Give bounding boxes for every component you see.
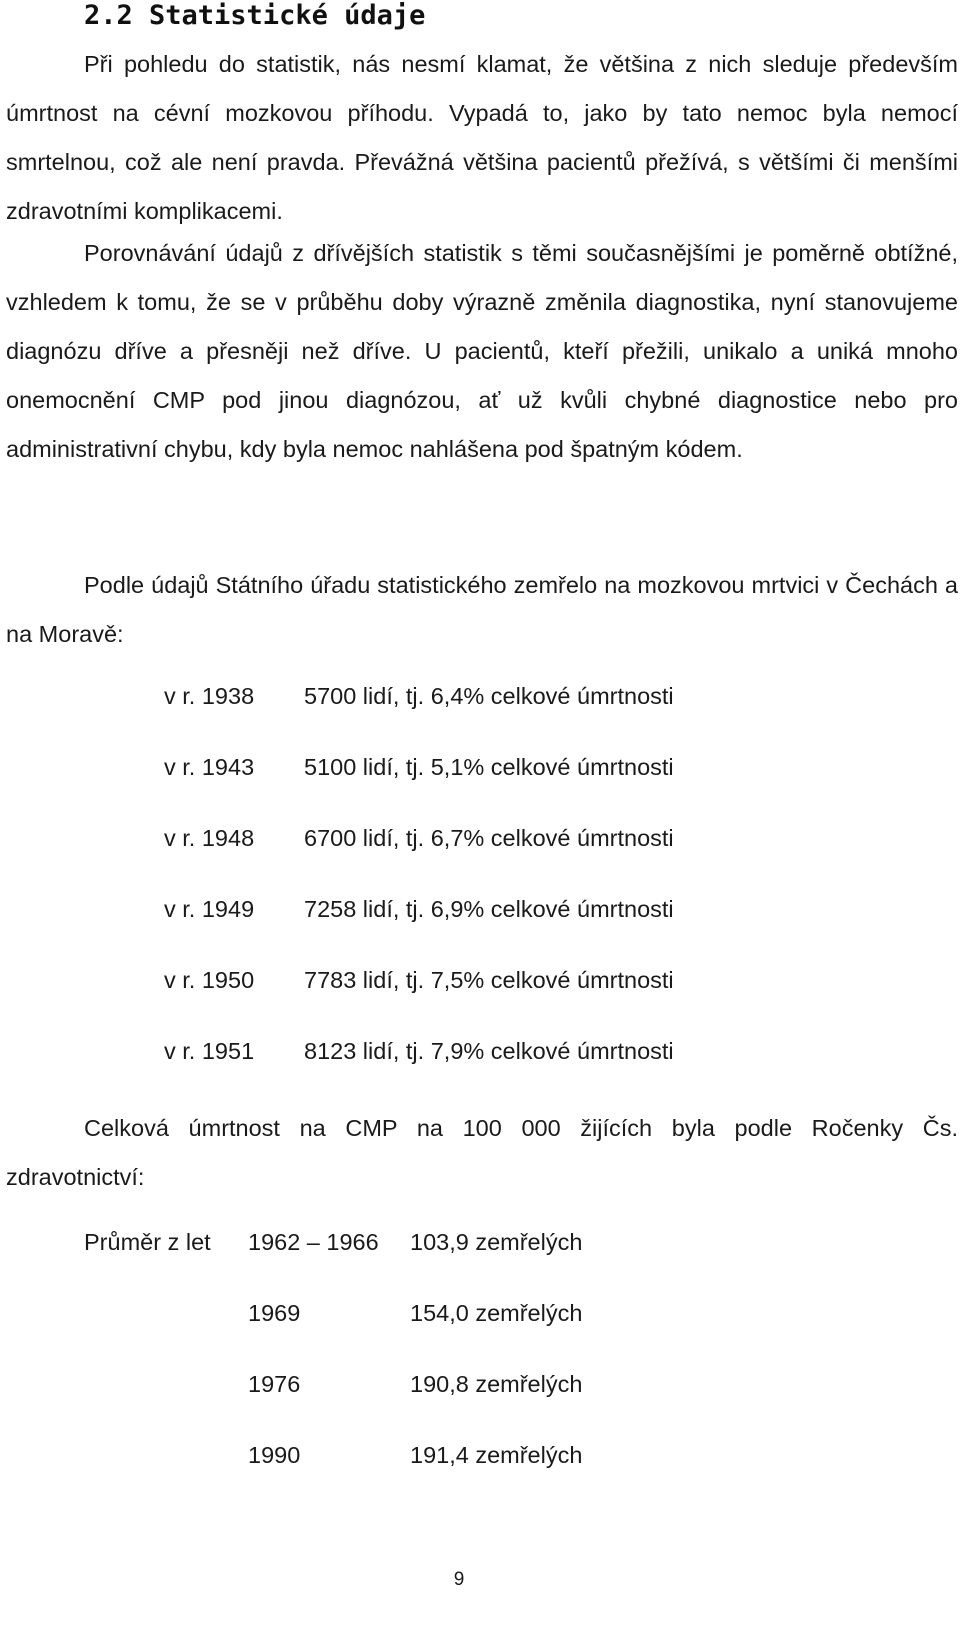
paragraph-yearbook: Celková úmrtnost na CMP na 100 000 žijících byla podle Ročenky Čs. zdravotnictví: [6, 1115, 958, 1190]
year-value: 5100 lidí, tj. 5,1% celkové úmrtnosti [304, 754, 674, 780]
paragraph-state-office: Podle údajů Státního úřadu statistického zemřelo na mozkovou mrtvici v Čechách a na Moravě: [6, 572, 958, 647]
year-value: 7783 lidí, tj. 7,5% celkové úmrtnosti [304, 967, 674, 993]
year-value: 7258 lidí, tj. 6,9% celkové úmrtnosti [304, 896, 674, 922]
year-label: v r. 1948 [164, 825, 255, 851]
year-label: v r. 1943 [164, 754, 255, 780]
paragraph-intro: Při pohledu do statistik, nás nesmí klamat, že většina z nich sleduje především úmrtnost na cévní mozkovou příhodu. Vypadá to, jako by tato nemoc byla nemocí smrtelnou, což ale není pravda. Převážná většina pacientů přežívá, s většími či menšími zdravotními komplikacemi. [6, 51, 958, 224]
row-value: 103,9 zemřelých [410, 1229, 583, 1255]
page-number: 9 [453, 1569, 465, 1590]
year-value: 6700 lidí, tj. 6,7% celkové úmrtnosti [304, 825, 674, 851]
row-period: 1962 – 1966 [248, 1229, 379, 1255]
year-label: v r. 1950 [164, 967, 255, 993]
list-item [0, 1364, 960, 1404]
year-label: v r. 1951 [164, 1038, 255, 1064]
row-value: 190,8 zemřelých [410, 1371, 583, 1397]
row-period: 1969 [248, 1300, 301, 1326]
row-period: 1990 [248, 1442, 301, 1468]
year-label: v r. 1949 [164, 896, 255, 922]
paragraph-comparison: Porovnávání údajů z dřívějších statistik s těmi současnějšími je poměrně obtížné, vzhledem k tomu, že se v průběhu doby výrazně změnila diagnostika, nyní stanovujeme diagnózu dříve a přesněji než dříve. U pacientů, kteří přežili, unikalo a uniká mnoho onemocnění CMP pod jinou diagnózou, ať už kvůli chybné diagnostice nebo pro administrativní chybu, kdy byla nemoc nahlášena pod špatným kódem. [6, 240, 958, 462]
row-period: 1976 [248, 1371, 301, 1397]
row-value: 154,0 zemřelých [410, 1300, 583, 1326]
list-item [0, 1435, 960, 1475]
year-value: 5700 lidí, tj. 6,4% celkové úmrtnosti [304, 683, 674, 709]
section-heading: 2.2 Statistické údaje [84, 0, 426, 31]
row-value: 191,4 zemřelých [410, 1442, 583, 1468]
list-item [0, 1222, 960, 1262]
row-label: Průměr z let [84, 1229, 211, 1255]
year-label: v r. 1938 [164, 683, 255, 709]
year-value: 8123 lidí, tj. 7,9% celkové úmrtnosti [304, 1038, 674, 1064]
list-item [0, 1293, 960, 1333]
